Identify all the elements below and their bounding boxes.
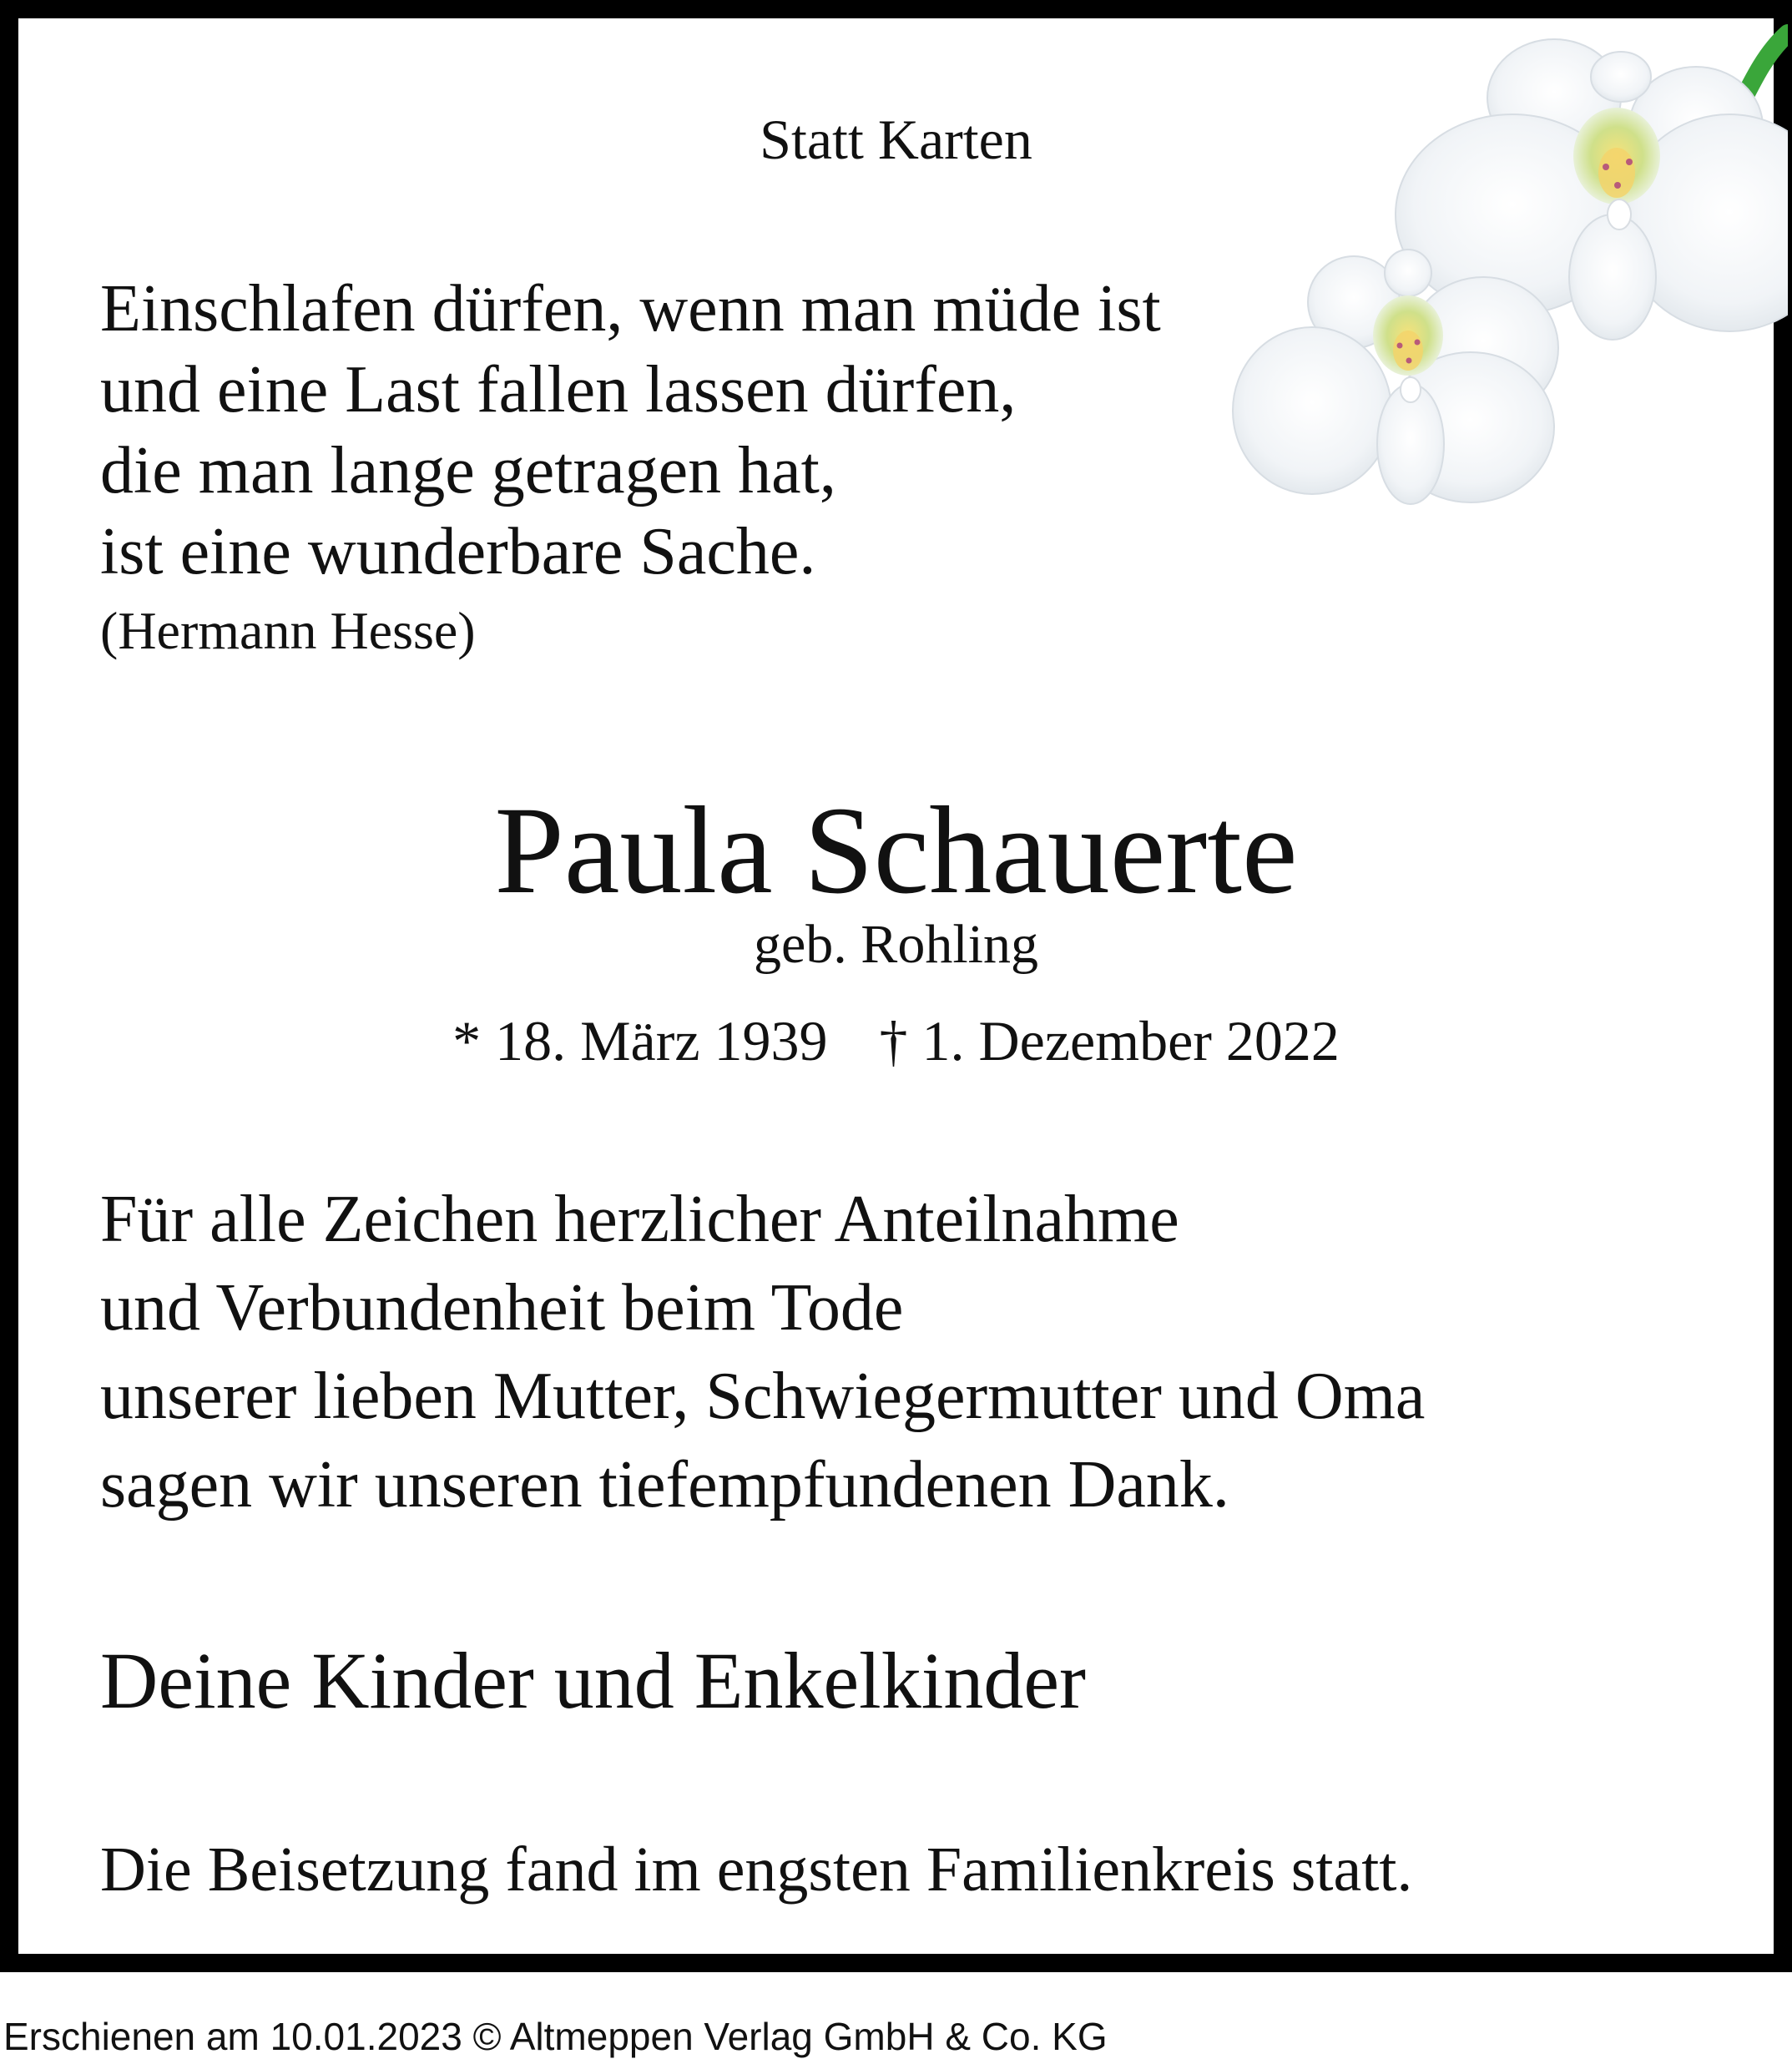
signature: Deine Kinder und Enkelkinder [100,1636,1086,1725]
poem-line: und eine Last fallen lassen dürfen, [100,353,1017,426]
birth-date: * 18. März 1939 [452,1009,828,1072]
thanks-line: und Verbundenheit beim Tode [100,1271,904,1345]
notice-header: Statt Karten [760,108,1032,171]
poem-line: die man lange getragen hat, [100,434,836,507]
thanks-line: Für alle Zeichen herzlicher Anteilnahme [100,1183,1179,1256]
deceased-name: Paula Schauerte [494,781,1298,920]
poem-line: Einschlafen dürfen, wenn man müde ist [100,272,1161,346]
thanks-line: unserer lieben Mutter, Schwiegermutter und Oma [100,1360,1426,1433]
poem-line: ist eine wunderbare Sache. [100,515,816,588]
death-date: † 1. Dezember 2022 [879,1009,1340,1072]
thanks-text [100,1175,1425,1529]
life-dates [18,1003,1774,1078]
poem-author: (Hermann Hesse) [100,601,476,660]
publication-footer: Erschienen am 10.01.2023 © Altmeppen Verlag GmbH & Co. KG [3,2015,1108,2058]
white-orchid-icon [1220,18,1788,519]
birth-name: geb. Rohling [754,914,1038,975]
poem [100,269,1161,593]
obituary-notice [18,18,1774,1954]
burial-note: Die Beisetzung fand im engsten Familienkreis statt. [100,1834,1413,1905]
thanks-line: sagen wir unseren tiefempfundenen Dank. [100,1448,1229,1521]
